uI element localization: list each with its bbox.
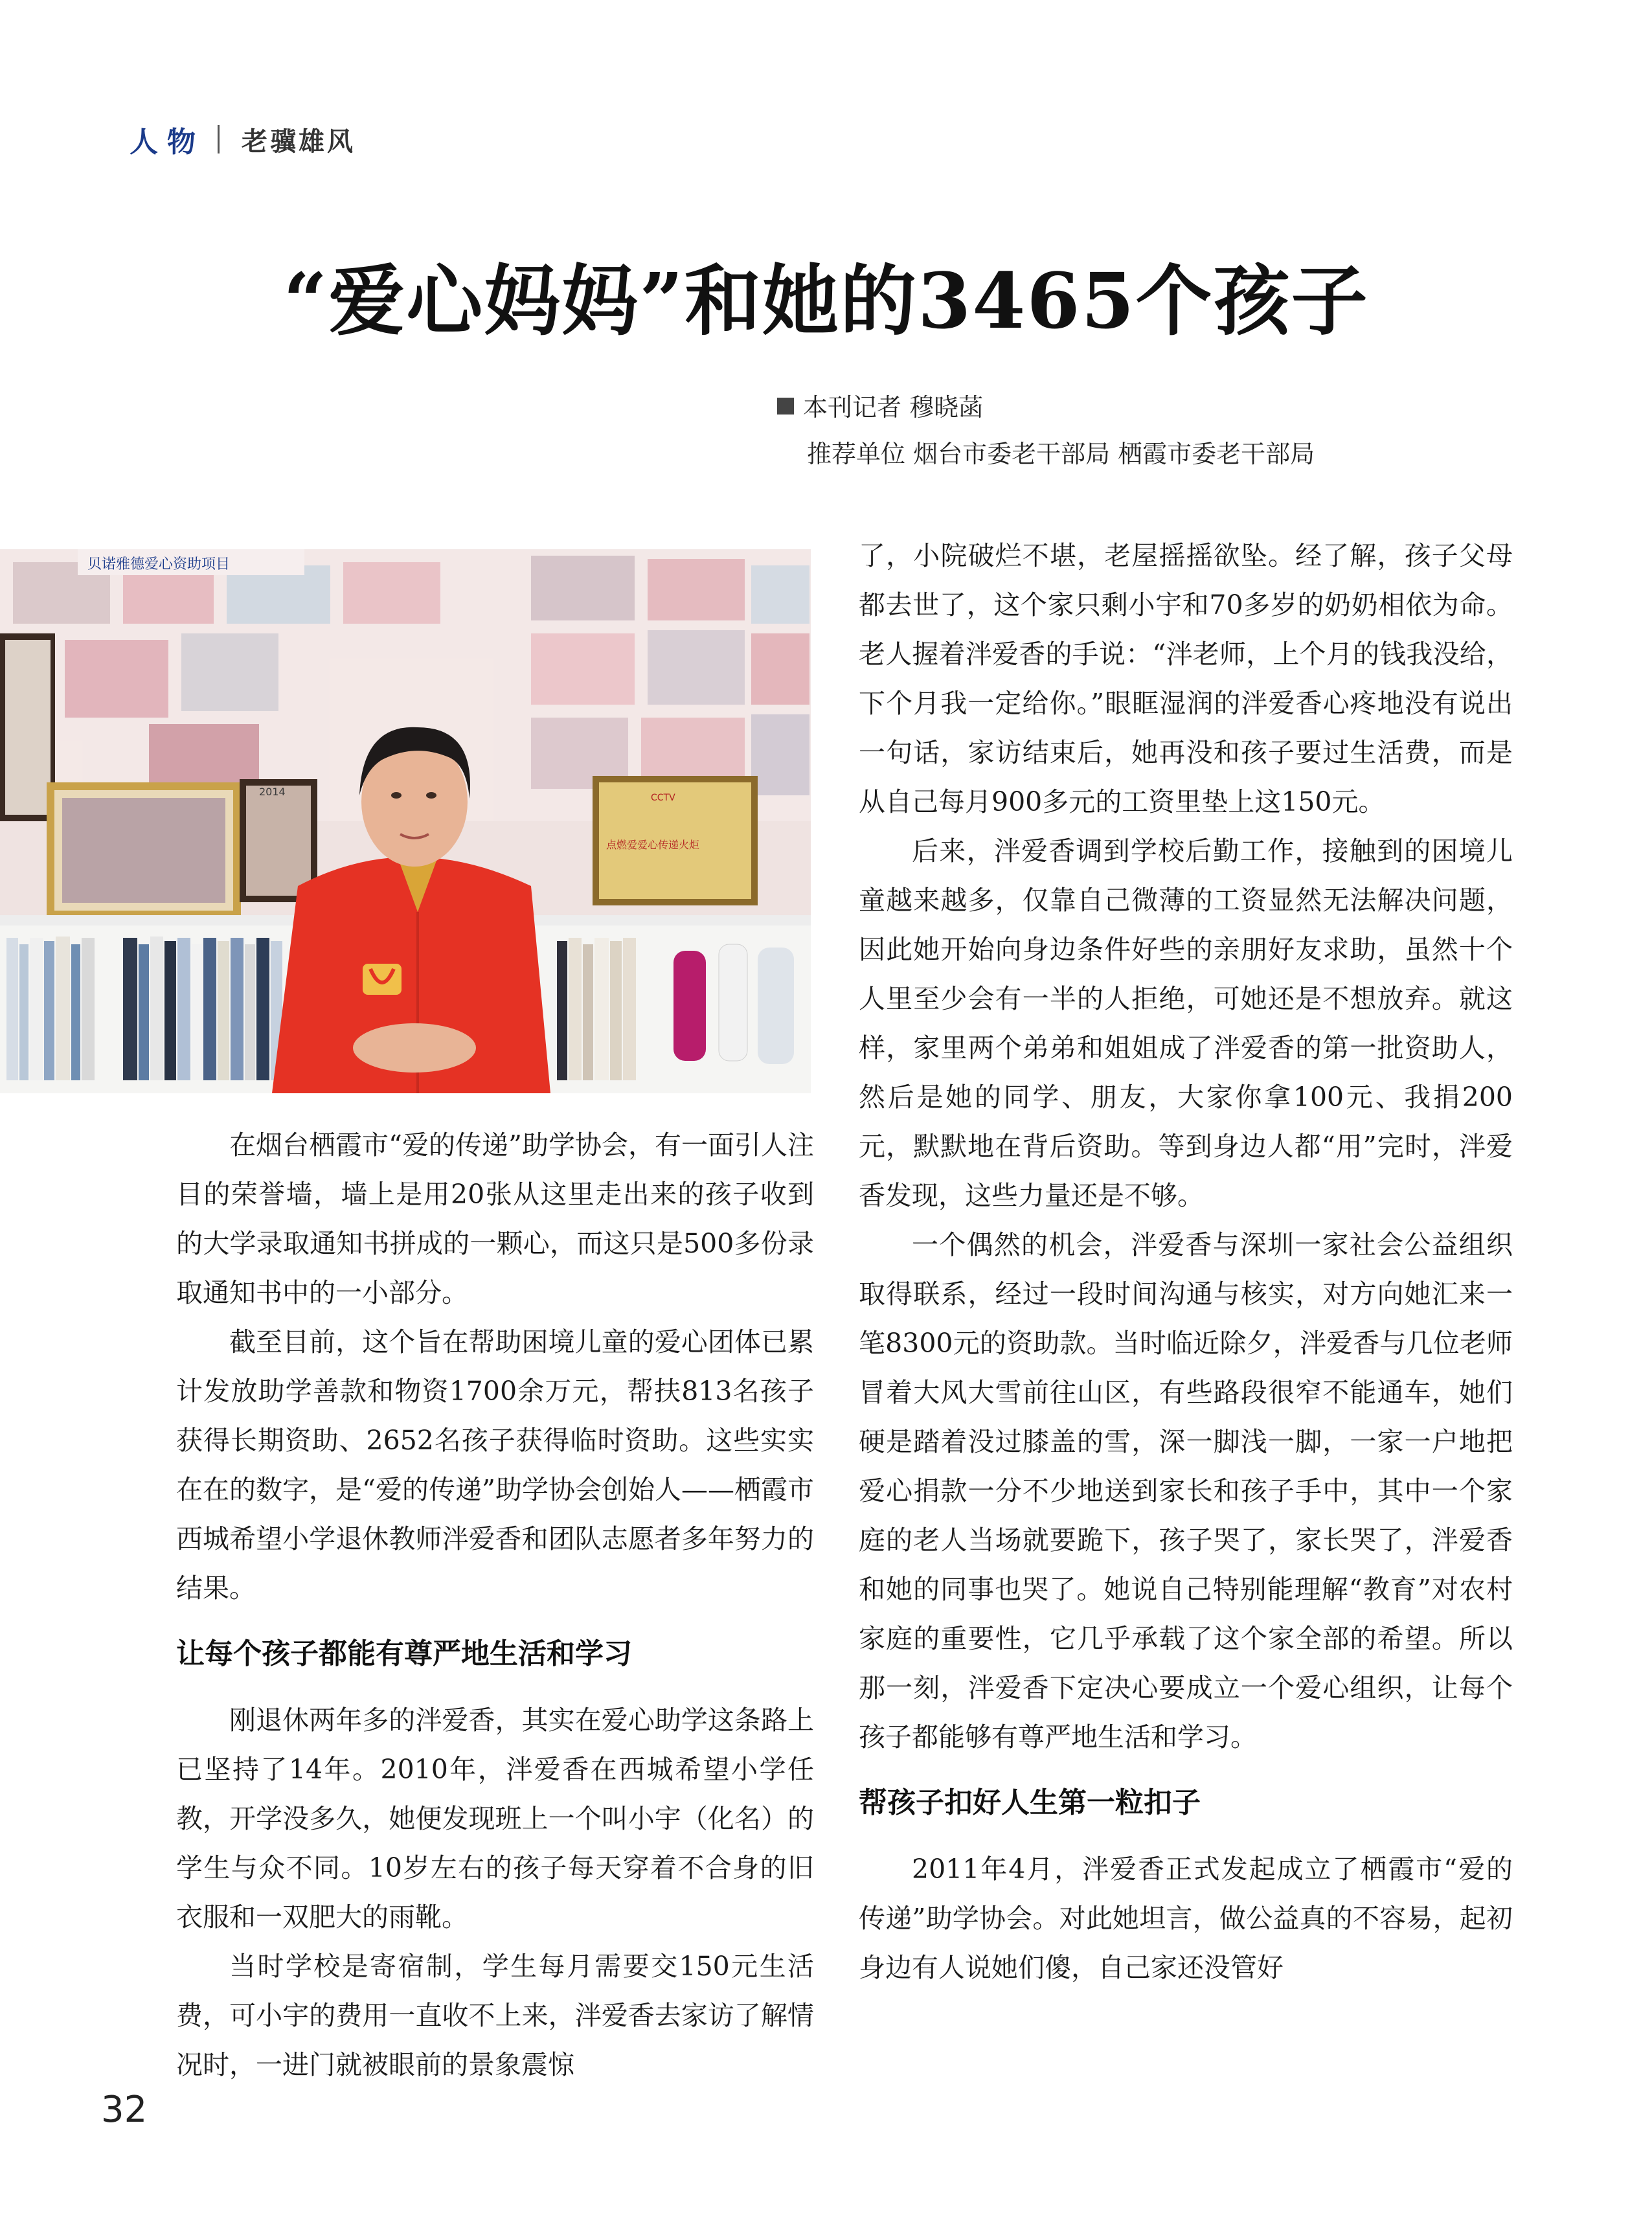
paragraph: 截至目前，这个旨在帮助困境儿童的爱心团体已累计发放助学善款和物资1700余万元，帮扶813名孩子获得长期资助、2652名孩子获得临时资助。这些实实在在的数字，是“爱的传递”助学协会创始人——栖霞市西城希望小学退休教师泮爱香和团队志愿者多年努力的结果。 <box>176 1326 814 1604</box>
paragraph: 2011年4月，泮爱香正式发起成立了栖霞市“爱的传递”助学协会。对此她坦言，做公益真的不容易，起初身边有人说她们傻，自己家还没管好 <box>859 1854 1513 1983</box>
paragraph: 一个偶然的机会，泮爱香与深圳一家社会公益组织取得联系，经过一段时间沟通与核实，对方向她汇来一笔8300元的资助款。当时临近除夕，泮爱香与几位老师冒着大风大雪前往山区，有些路段很窄不能通车，她们硬是踏着没过膝盖的雪，深一脚浅一脚，一家一户地把爱心捐款一分不少地送到家长和孩子手中，其中一个家庭的老人当场就要跪下，孩子哭了，家长哭了，泮爱香和她的同事也哭了。她说自己特别能理解“教育”对农村家庭的重要性，它几乎承载了这个家全部的希望。所以那一刻，泮爱香下定决心要成立一个爱心组织，让每个孩子都能够有尊严地生活和学习。 <box>859 1229 1513 1753</box>
page-header <box>130 117 356 162</box>
article-title: “爱心妈妈”和她的3465个孩子 <box>283 256 1369 346</box>
paragraph: 当时学校是寄宿制，学生每月需要交150元生活费，可小宇的费用一直收不上来，泮爱香去家访了解情况时，一进门就被眼前的景象震惊 <box>176 1951 814 2080</box>
recommending-units: 推荐单位 烟台市委老干部局 栖霞市委老干部局 <box>807 440 1315 468</box>
paragraph-continuation: 了，小院破烂不堪，老屋摇摇欲坠。经了解，孩子父母都去世了，这个家只剩小宇和70多岁的奶奶相依为命。老人握着泮爱香的手说：“泮老师，上个月的钱我没给，下个月我一定给你。”眼眶湿润的泮爱香心疼地没有说出一句话，家访结束后，她再没和孩子要过生活费，而是从自己每月900多元的工资里垫上这150元。 <box>859 540 1513 817</box>
plaque-logo-text: CCTV <box>651 793 675 803</box>
section-heading: 让每个孩子都能有尊严地生活和学习 <box>176 1637 632 1670</box>
byline-square-icon <box>777 398 794 415</box>
right-column <box>859 531 1513 1992</box>
frame-year: 2014 <box>259 786 286 798</box>
article-photo <box>0 549 811 1093</box>
byline <box>777 387 983 423</box>
section-label: 人物 <box>130 126 205 159</box>
section-heading: 帮孩子扣好人生第一粒扣子 <box>859 1786 1201 1819</box>
plaque-title: 点燃爱爱心传递火炬 <box>606 839 700 851</box>
page-number: 32 <box>101 2089 148 2131</box>
column-label: 老骥雄风 <box>242 126 356 157</box>
paragraph: 在烟台栖霞市“爱的传递”助学协会，有一面引人注目的荣誉墙，墙上是用20张从这里走出来的孩子收到的大学录取通知书拼成的一颗心，而这只是500多份录取通知书中的一小部分。 <box>176 1130 814 1308</box>
left-column <box>176 1120 814 2089</box>
banner-text: 贝诺雅德爱心资助项目 <box>87 556 231 573</box>
header-divider <box>218 125 220 153</box>
byline-text: 本刊记者 穆晓菡 <box>803 393 984 422</box>
paragraph: 刚退休两年多的泮爱香，其实在爱心助学这条路上已坚持了14年。2010年，泮爱香在西城希望小学任教，开学没多久，她便发现班上一个叫小宇（化名）的学生与众不同。10岁左右的孩子每天穿着不合身的旧衣服和一双肥大的雨靴。 <box>176 1705 814 1933</box>
paragraph: 后来，泮爱香调到学校后勤工作，接触到的困境儿童越来越多，仅靠自己微薄的工资显然无法解决问题，因此她开始向身边条件好些的亲朋好友求助，虽然十个人里至少会有一半的人拒绝，可她还是不想放弃。就这样，家里两个弟弟和姐姐成了泮爱香的第一批资助人，然后是她的同学、朋友，大家你拿100元、我捐200元，默默地在背后资助。等到身边人都“用”完时，泮爱香发现，这些力量还是不够。 <box>859 835 1513 1211</box>
